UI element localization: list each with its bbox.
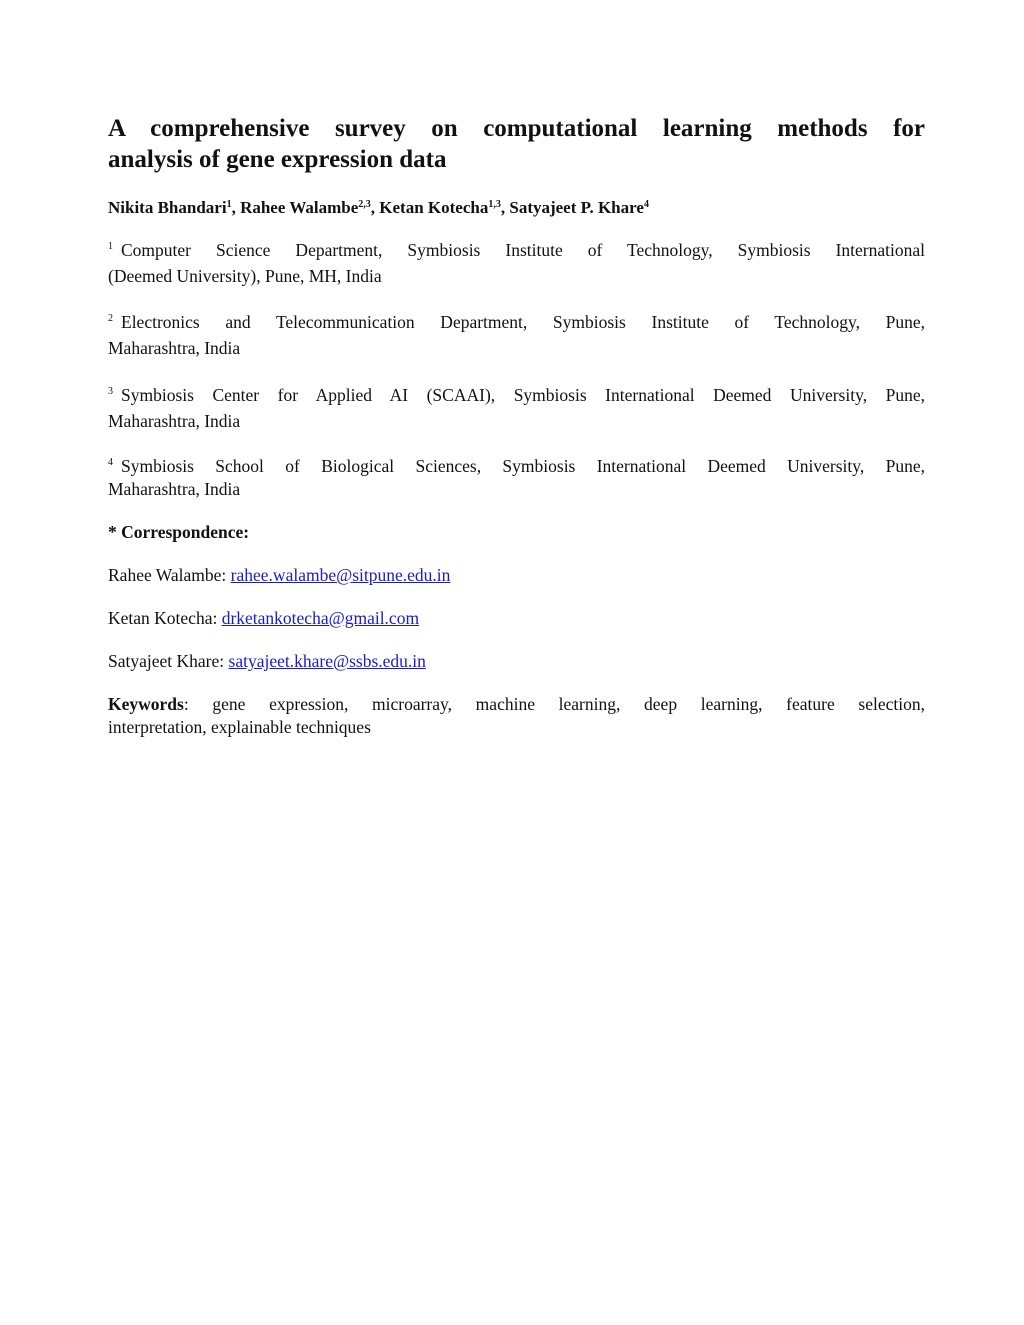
affiliation-number: 1	[108, 241, 113, 252]
correspondence-heading: * Correspondence:	[108, 522, 250, 542]
author-name: Rahee Walambe	[240, 198, 359, 217]
contact-label: Rahee Walambe:	[108, 565, 231, 585]
contact-label: Satyajeet Khare:	[108, 651, 229, 671]
keywords-paragraph	[108, 693, 925, 739]
author-name: Nikita Bhandari	[108, 198, 227, 217]
contact-entry	[108, 564, 925, 586]
affiliation-text-line-2: Maharashtra, India	[108, 338, 241, 358]
affiliation-text-line-2: Maharashtra, India	[108, 479, 241, 499]
author-affiliation-ref: 1,3	[488, 199, 501, 210]
author-affiliation-ref: 2,3	[358, 199, 371, 210]
keywords-text-line-2: interpretation, explainable techniques	[108, 717, 371, 737]
author-name: Satyajeet P. Khare	[509, 198, 644, 217]
email-link[interactable]: rahee.walambe@sitpune.edu.in	[230, 565, 451, 585]
email-link[interactable]: drketankotecha@gmail.com	[221, 608, 420, 628]
paper-title-line-2: analysis of gene expression data	[108, 146, 447, 173]
affiliation-1	[108, 237, 925, 289]
affiliation-4	[108, 455, 925, 501]
affiliation-number: 2	[108, 313, 113, 324]
author-affiliation-ref: 1	[226, 199, 232, 210]
affiliation-text-line-2: Maharashtra, India	[108, 411, 241, 431]
affiliation-number: 3	[108, 386, 113, 397]
keywords-text-line-1: : gene expression, microarray, machine learning, deep learning, feature selection,	[183, 694, 925, 714]
affiliation-text-line-1: Computer Science Department, Symbiosis Institute of Technology, Symbiosis International	[121, 240, 925, 260]
email-link[interactable]: satyajeet.khare@ssbs.edu.in	[228, 651, 426, 671]
affiliation-2	[108, 309, 925, 361]
author-separator: ,	[231, 198, 241, 217]
affiliation-text-line-1: Symbiosis School of Biological Sciences, Symbiosis International Deemed University, Pune,	[121, 456, 925, 476]
contact-entry	[108, 607, 925, 629]
author-separator: ,	[370, 198, 380, 217]
keywords-label: Keywords	[108, 694, 184, 714]
affiliation-number: 4	[108, 457, 113, 468]
author-list	[108, 197, 925, 219]
affiliation-text-line-1: Symbiosis Center for Applied AI (SCAAI), Symbiosis International Deemed University, Pune,	[121, 385, 925, 405]
contact-entry	[108, 650, 925, 672]
affiliation-text-line-1: Electronics and Telecommunication Department, Symbiosis Institute of Technology, Pune,	[121, 312, 925, 332]
affiliation-text-line-2: (Deemed University), Pune, MH, India	[108, 266, 382, 286]
paper-title	[108, 113, 925, 175]
affiliation-3	[108, 382, 925, 434]
paper-page	[108, 113, 925, 739]
author-name: Ketan Kotecha	[379, 198, 489, 217]
author-separator: ,	[500, 198, 510, 217]
contact-label: Ketan Kotecha:	[108, 608, 222, 628]
paper-title-line-1: A comprehensive survey on computational learning methods for	[108, 115, 925, 142]
author-affiliation-ref: 4	[643, 199, 649, 210]
